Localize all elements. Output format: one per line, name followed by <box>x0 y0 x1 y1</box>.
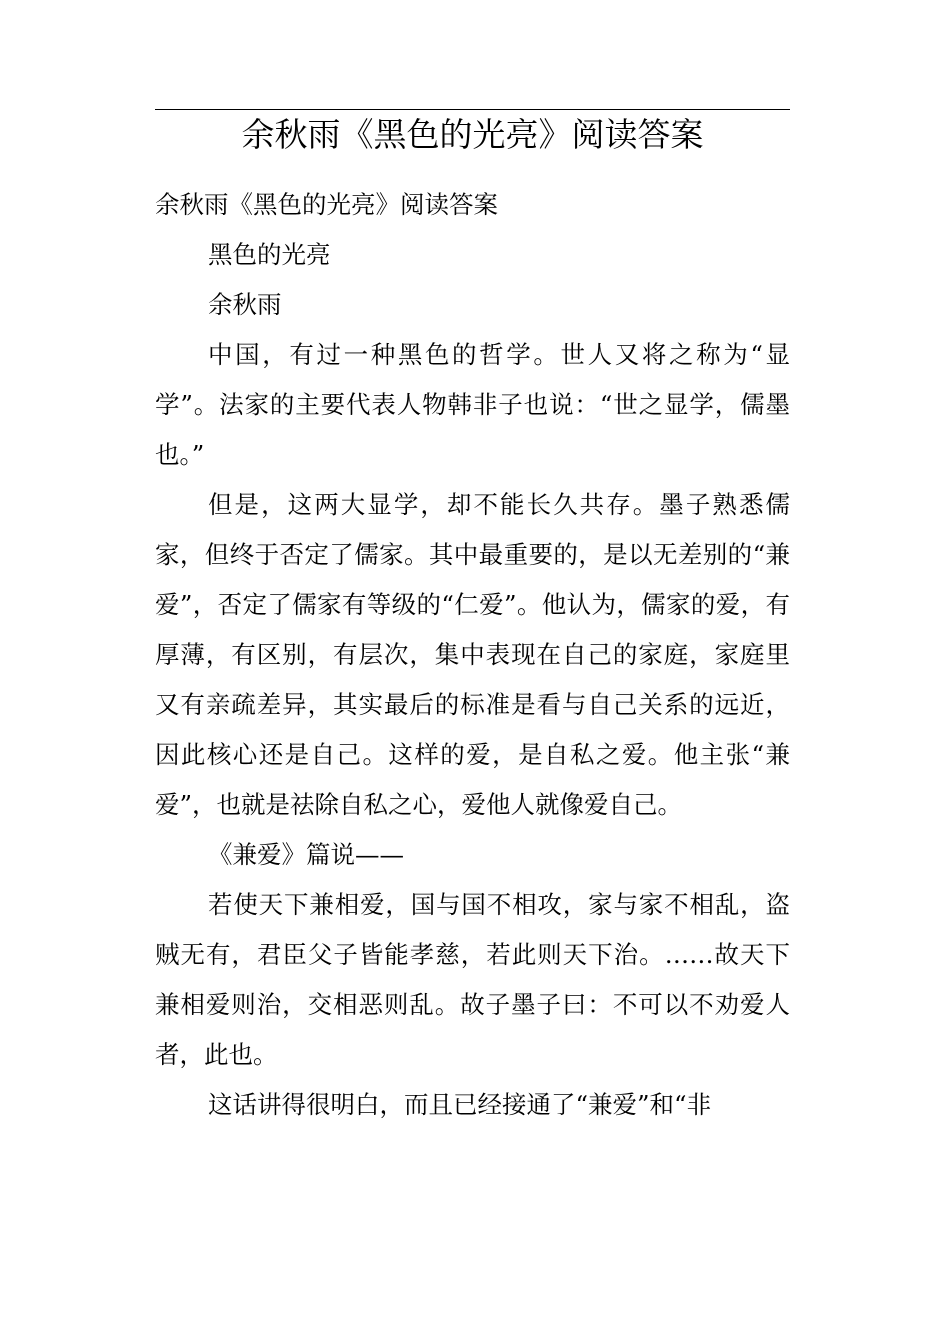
paragraph-text: 《兼爱》篇说—— <box>208 840 404 869</box>
paragraph-heading: 余秋雨《黑色的光亮》阅读答案 <box>155 190 498 219</box>
document-title: 余秋雨《黑色的光亮》阅读答案 <box>241 115 704 154</box>
paragraph-author: 余秋雨 <box>208 290 282 319</box>
document-body <box>155 180 790 1130</box>
paragraph-text: 这话讲得很明白，而且已经接通了“兼爱”和“非 <box>208 1090 712 1119</box>
paragraph-text: 但是，这两大显学，却不能长久共存。墨子熟悉儒家，但终于否定了儒家。其中最重要的，是以无差别的“兼爱”，否定了儒家有等级的“仁爱”。他认为，儒家的爱，有厚薄，有区别，有层次，集中表现在自己的家庭，家庭里又有亲疏差异，其实最后的标准是看与自己关系的远近，因此核心还是自己。这样的爱，是自私之爱。他主张“兼爱”，也就是祛除自私之心，爱他人就像爱自己。 <box>155 490 790 819</box>
paragraph-subtitle: 黑色的光亮 <box>208 240 331 269</box>
header-rule <box>155 109 790 110</box>
paragraph-text: 中国，有过一种黑色的哲学。世人又将之称为“显学”。法家的主要代表人物韩非子也说：“世之显学，儒墨也。” <box>155 340 790 469</box>
paragraph-quote: 若使天下兼相爱，国与国不相攻，家与家不相乱，盗贼无有，君臣父子皆能孝慈，若此则天下治。……故天下兼相爱则治，交相恶则乱。故子墨子曰：不可以不劝爱人者，此也。 <box>155 890 790 1069</box>
